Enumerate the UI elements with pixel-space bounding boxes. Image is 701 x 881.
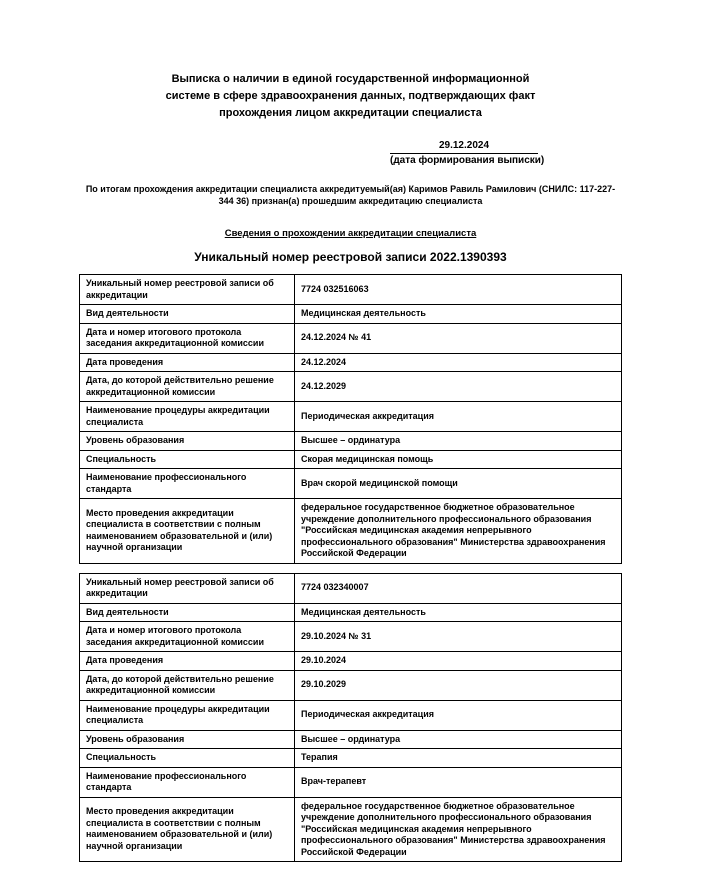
row-label: Уникальный номер реестровой записи об аккредитации — [80, 573, 295, 603]
row-value: Периодическая аккредитация — [295, 700, 622, 730]
row-value: Медицинская деятельность — [295, 305, 622, 324]
row-value: Медицинская деятельность — [295, 603, 622, 622]
table-row — [80, 305, 622, 324]
row-value: 24.12.2024 № 41 — [295, 323, 622, 353]
extract-date-caption: (дата формирования выписки) — [390, 155, 545, 166]
row-value: Периодическая аккредитация — [295, 402, 622, 432]
row-label: Дата, до которой действительно решение аккредитационной комиссии — [80, 670, 295, 700]
row-label: Уровень образования — [80, 432, 295, 451]
extract-date: 29.12.2024 — [390, 140, 538, 154]
table-row — [80, 353, 622, 372]
row-label: Место проведения аккредитации специалиста в соответствии с полным наименованием образовательной и (или) научной организации — [80, 499, 295, 564]
row-label: Дата проведения — [80, 652, 295, 671]
row-value: Скорая медицинская помощь — [295, 450, 622, 469]
row-label: Дата и номер итогового протокола заседания аккредитационной комиссии — [80, 622, 295, 652]
table-row — [80, 372, 622, 402]
accreditation-table-2 — [79, 573, 622, 863]
table-row — [80, 499, 622, 564]
table-row — [80, 797, 622, 862]
table-row — [80, 275, 622, 305]
row-value: Высшее – ординатура — [295, 432, 622, 451]
row-value: 29.10.2024 № 31 — [295, 622, 622, 652]
row-value: 29.10.2029 — [295, 670, 622, 700]
table-row — [80, 622, 622, 652]
table-row — [80, 402, 622, 432]
document-title: Выписка о наличии в единой государственной информационной системе в сфере здравоохранения данных, подтверждающих факт прохождения лицом аккредитации специалиста — [165, 73, 536, 119]
table-row — [80, 573, 622, 603]
table-row — [80, 323, 622, 353]
row-value: 7724 032340007 — [295, 573, 622, 603]
row-value: 7724 032516063 — [295, 275, 622, 305]
row-value: Терапия — [295, 749, 622, 768]
row-label: Вид деятельности — [80, 603, 295, 622]
table-row — [80, 749, 622, 768]
table-row — [80, 700, 622, 730]
table-row — [80, 450, 622, 469]
row-label: Наименование профессионального стандарта — [80, 767, 295, 797]
table-row — [80, 469, 622, 499]
row-value: 29.10.2024 — [295, 652, 622, 671]
row-value: федеральное государственное бюджетное образовательное учреждение дополнительного профессионального образования "Российская медицинская академия непрерывного профессионального образования" Министерства здравоохранения Российской Федерации — [295, 797, 622, 862]
accreditation-table-1 — [79, 274, 622, 564]
table-row — [80, 670, 622, 700]
row-label: Вид деятельности — [80, 305, 295, 324]
row-value: Высшее – ординатура — [295, 730, 622, 749]
row-label: Специальность — [80, 749, 295, 768]
table-row — [80, 603, 622, 622]
row-value: 24.12.2024 — [295, 353, 622, 372]
row-value: федеральное государственное бюджетное образовательное учреждение дополнительного профессионального образования "Российская медицинская академия непрерывного профессионального образования" Министерства здравоохранения Российской Федерации — [295, 499, 622, 564]
table-row — [80, 767, 622, 797]
row-label: Уровень образования — [80, 730, 295, 749]
table-row — [80, 432, 622, 451]
extract-date-block — [390, 140, 545, 167]
section-heading: Сведения о прохождении аккредитации специалиста — [224, 228, 477, 239]
row-label: Дата, до которой действительно решение аккредитационной комиссии — [80, 372, 295, 402]
registry-number-heading: Уникальный номер реестровой записи 2022.1390393 — [194, 250, 507, 264]
row-label: Дата проведения — [80, 353, 295, 372]
row-label: Наименование профессионального стандарта — [80, 469, 295, 499]
row-value: 24.12.2029 — [295, 372, 622, 402]
row-label: Специальность — [80, 450, 295, 469]
row-label: Место проведения аккредитации специалиста в соответствии с полным наименованием образовательной и (или) научной организации — [80, 797, 295, 862]
table-row — [80, 652, 622, 671]
row-label: Наименование процедуры аккредитации специалиста — [80, 700, 295, 730]
table-row — [80, 730, 622, 749]
row-label: Дата и номер итогового протокола заседания аккредитационной комиссии — [80, 323, 295, 353]
row-label: Наименование процедуры аккредитации специалиста — [80, 402, 295, 432]
row-value: Врач-терапевт — [295, 767, 622, 797]
row-value: Врач скорой медицинской помощи — [295, 469, 622, 499]
intro-paragraph: По итогам прохождения аккредитации специалиста аккредитуемый(ая) Каримов Равиль Рамилович (СНИЛС: 117-227-344 36) признан(а) прошедшим аккредитацию специалиста — [85, 184, 616, 206]
row-label: Уникальный номер реестровой записи об аккредитации — [80, 275, 295, 305]
